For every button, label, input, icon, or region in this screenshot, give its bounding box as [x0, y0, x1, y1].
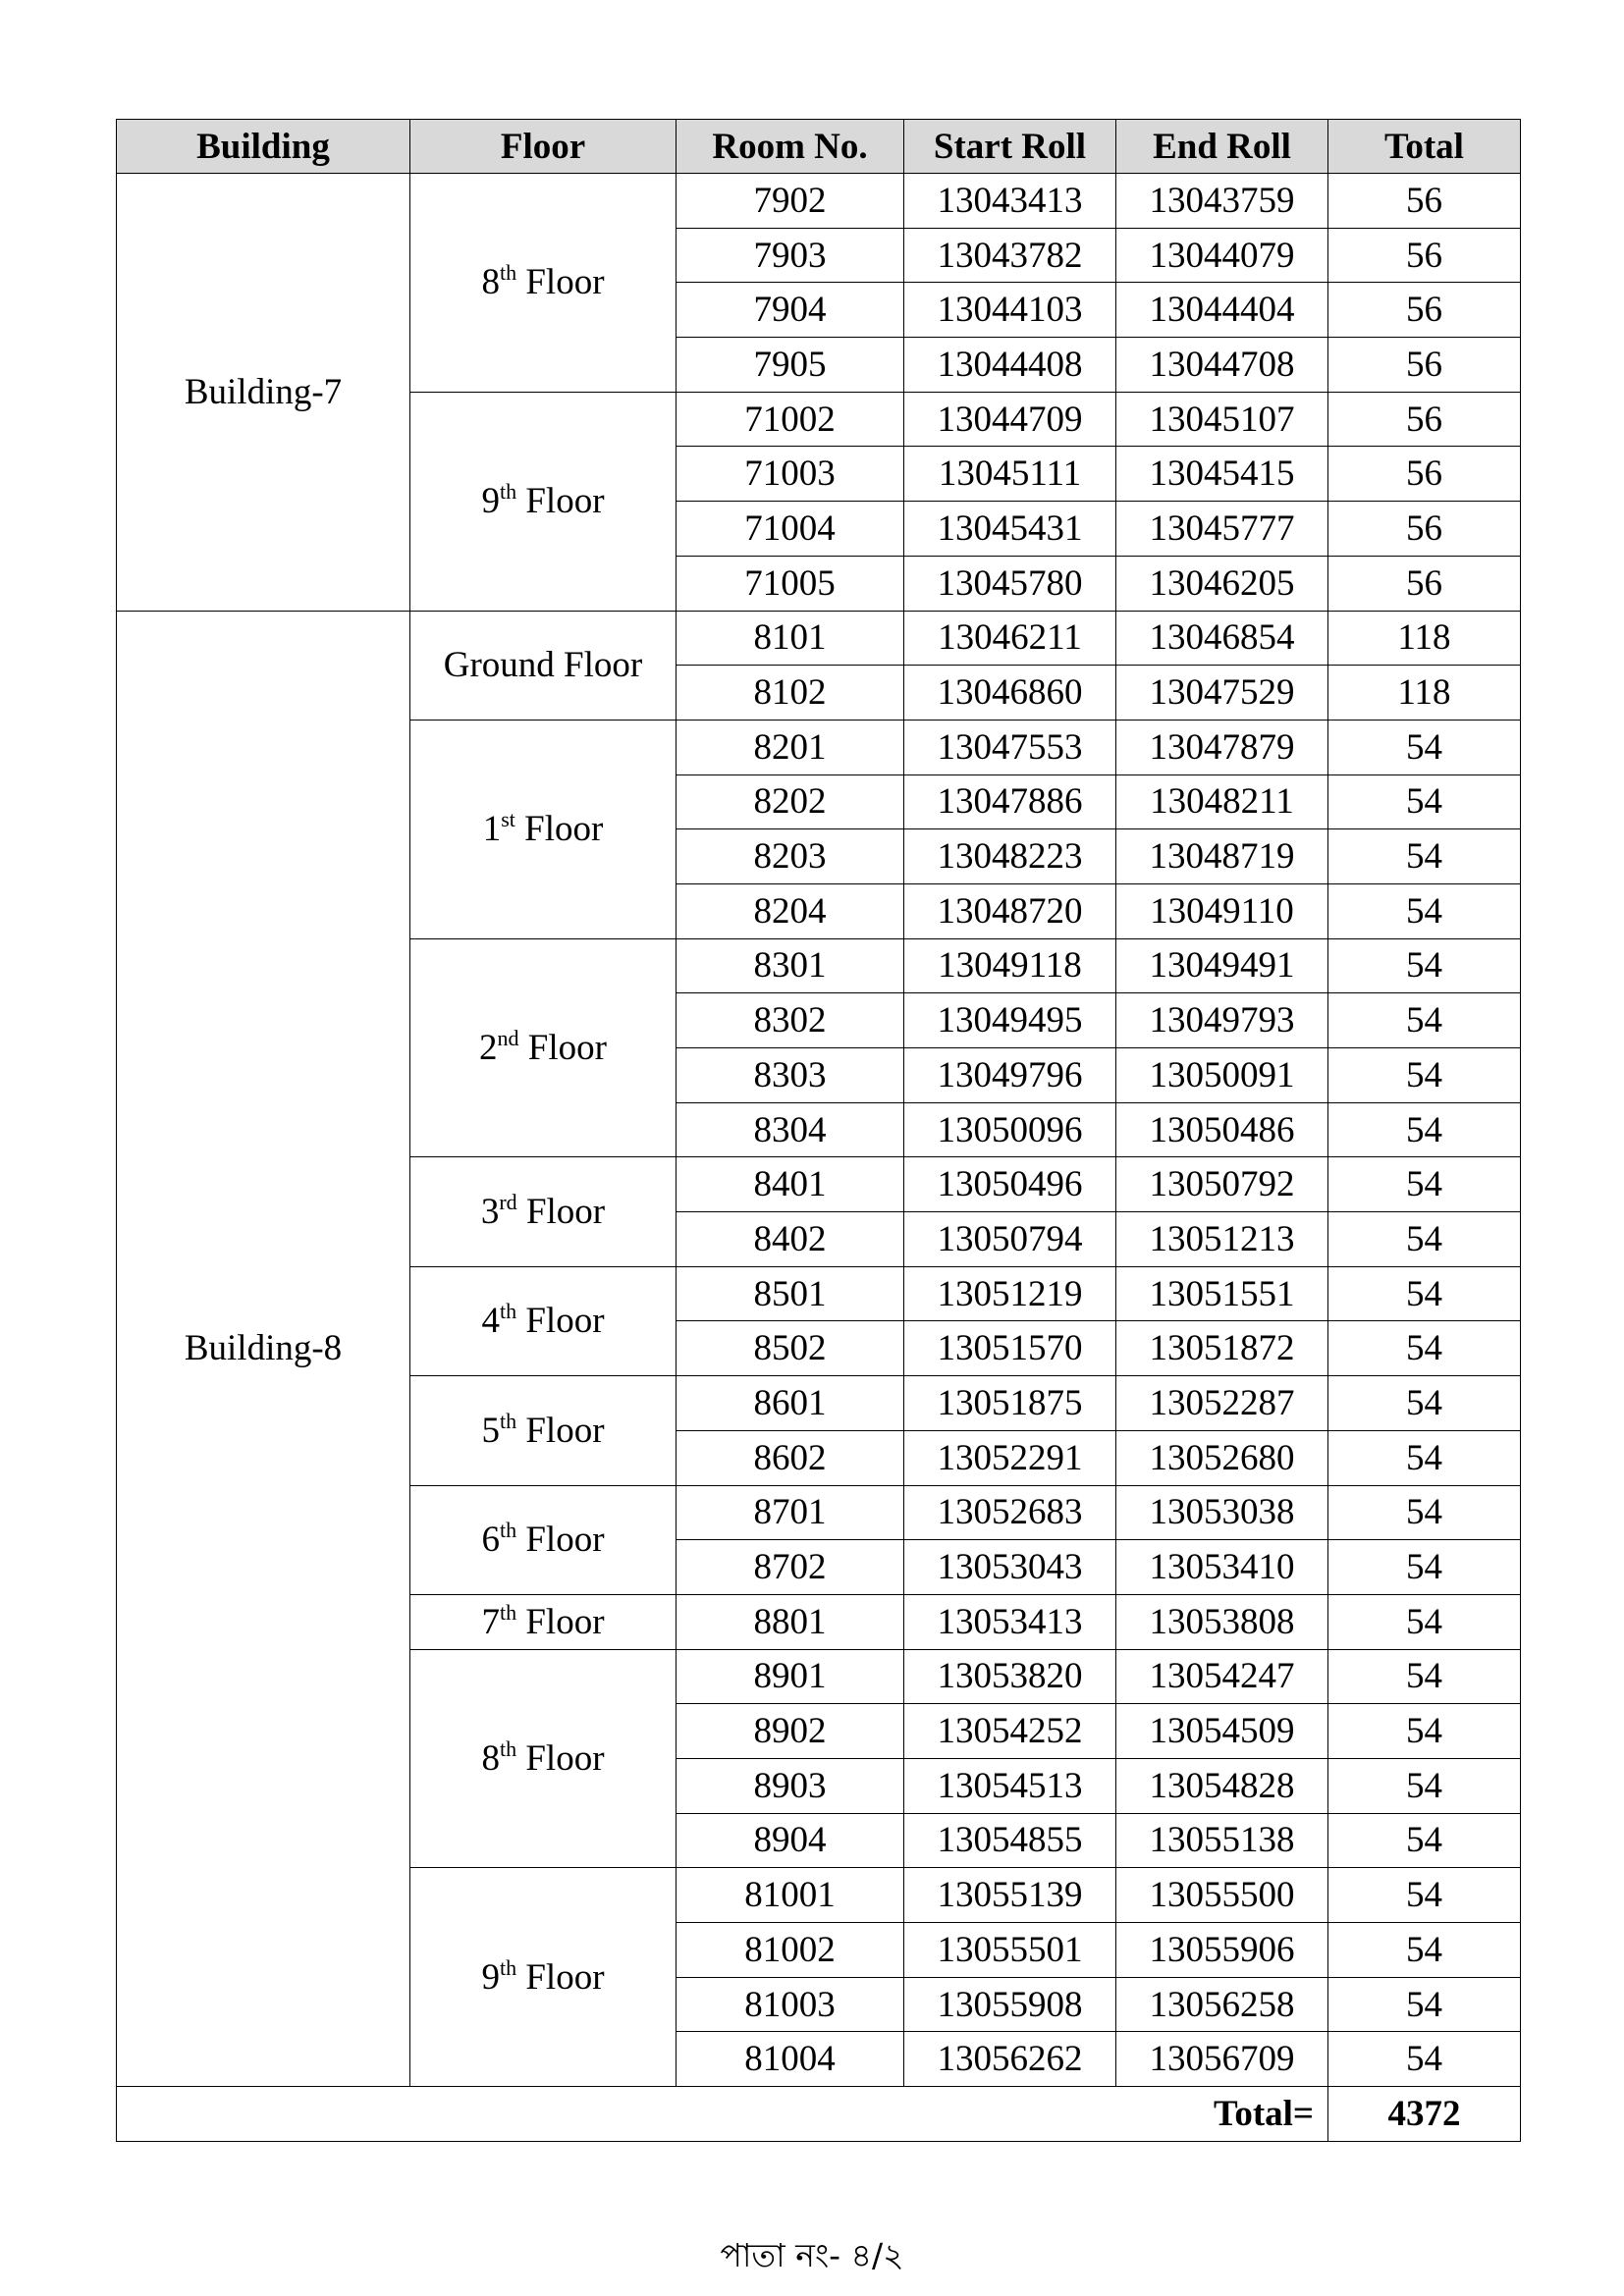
- total-cell: 54: [1328, 1102, 1521, 1157]
- room-no-cell: 71003: [677, 447, 904, 502]
- total-cell: 56: [1328, 502, 1521, 557]
- end-roll-cell: 13049491: [1116, 938, 1328, 993]
- start-roll-cell: 13044709: [904, 392, 1116, 447]
- room-no-cell: 8501: [677, 1266, 904, 1321]
- total-cell: 54: [1328, 1321, 1521, 1376]
- start-roll-cell: 13050794: [904, 1212, 1116, 1267]
- floor-word: Floor: [525, 1601, 605, 1642]
- end-roll-cell: 13054828: [1116, 1758, 1328, 1813]
- room-no-cell: 81001: [677, 1868, 904, 1923]
- start-roll-cell: 13045111: [904, 447, 1116, 502]
- end-roll-cell: 13050091: [1116, 1048, 1328, 1103]
- grand-total-row: [117, 2087, 1521, 2142]
- start-roll-cell: 13053043: [904, 1540, 1116, 1595]
- start-roll-cell: 13043782: [904, 228, 1116, 283]
- total-cell: 54: [1328, 1485, 1521, 1540]
- floor-cell: [410, 1868, 677, 2087]
- room-no-cell: 8702: [677, 1540, 904, 1595]
- total-cell: 54: [1328, 1048, 1521, 1103]
- start-roll-cell: 13051219: [904, 1266, 1116, 1321]
- floor-number: Ground: [443, 645, 555, 686]
- total-cell: 56: [1328, 338, 1521, 393]
- col-header-total: Total: [1328, 120, 1521, 174]
- floor-cell: [410, 1649, 677, 1868]
- room-no-cell: 8202: [677, 774, 904, 829]
- total-cell: 54: [1328, 1813, 1521, 1868]
- room-no-cell: 7903: [677, 228, 904, 283]
- total-cell: 54: [1328, 1376, 1521, 1431]
- floor-word: Floor: [525, 1956, 605, 1998]
- floor-number: 9: [481, 1956, 500, 1998]
- room-no-cell: 71002: [677, 392, 904, 447]
- floor-ordinal-suffix: th: [499, 1518, 517, 1543]
- room-no-cell: 71005: [677, 556, 904, 611]
- room-no-cell: 71004: [677, 502, 904, 557]
- room-no-cell: 8102: [677, 666, 904, 721]
- end-roll-cell: 13045107: [1116, 392, 1328, 447]
- floor-number: 1: [482, 809, 502, 850]
- floor-cell: [410, 1157, 677, 1266]
- end-roll-cell: 13051872: [1116, 1321, 1328, 1376]
- floor-cell: [410, 392, 677, 611]
- floor-ordinal-suffix: th: [499, 1408, 517, 1433]
- table-header: [117, 120, 1521, 174]
- total-cell: 54: [1328, 829, 1521, 884]
- total-cell: 54: [1328, 1868, 1521, 1923]
- end-roll-cell: 13047529: [1116, 666, 1328, 721]
- room-no-cell: 81003: [677, 1977, 904, 2032]
- floor-word: Floor: [525, 481, 605, 522]
- total-cell: 56: [1328, 174, 1521, 229]
- floor-number: 6: [481, 1520, 500, 1561]
- start-roll-cell: 13047886: [904, 774, 1116, 829]
- total-cell: 54: [1328, 1594, 1521, 1649]
- start-roll-cell: 13051875: [904, 1376, 1116, 1431]
- end-roll-cell: 13052680: [1116, 1430, 1328, 1485]
- end-roll-cell: 13051551: [1116, 1266, 1328, 1321]
- start-roll-cell: 13050096: [904, 1102, 1116, 1157]
- end-roll-cell: 13044404: [1116, 283, 1328, 338]
- room-no-cell: 81004: [677, 2032, 904, 2087]
- start-roll-cell: 13054513: [904, 1758, 1116, 1813]
- total-cell: 56: [1328, 283, 1521, 338]
- start-roll-cell: 13055908: [904, 1977, 1116, 2032]
- total-cell: 54: [1328, 1157, 1521, 1212]
- room-no-cell: 8201: [677, 720, 904, 774]
- total-cell: 54: [1328, 2032, 1521, 2087]
- floor-word: Floor: [525, 1737, 605, 1779]
- floor-ordinal-suffix: th: [499, 260, 517, 286]
- start-roll-cell: 13045780: [904, 556, 1116, 611]
- col-header-room-no: Room No.: [677, 120, 904, 174]
- floor-ordinal-suffix: th: [499, 1954, 517, 1980]
- room-no-cell: 8204: [677, 883, 904, 938]
- total-cell: 54: [1328, 1212, 1521, 1267]
- end-roll-cell: 13055906: [1116, 1923, 1328, 1978]
- floor-number: 4: [481, 1301, 500, 1342]
- start-roll-cell: 13043413: [904, 174, 1116, 229]
- floor-number: 5: [481, 1410, 500, 1451]
- room-no-cell: 8601: [677, 1376, 904, 1431]
- start-roll-cell: 13048720: [904, 883, 1116, 938]
- end-roll-cell: 13044079: [1116, 228, 1328, 283]
- total-cell: 56: [1328, 556, 1521, 611]
- room-no-cell: 8303: [677, 1048, 904, 1103]
- end-roll-cell: 13050486: [1116, 1102, 1328, 1157]
- total-cell: 118: [1328, 611, 1521, 666]
- end-roll-cell: 13048719: [1116, 829, 1328, 884]
- floor-ordinal-suffix: th: [499, 1599, 517, 1625]
- room-no-cell: 8701: [677, 1485, 904, 1540]
- grand-total-label: Total=: [117, 2087, 1328, 2142]
- end-roll-cell: 13056258: [1116, 1977, 1328, 2032]
- start-roll-cell: 13053413: [904, 1594, 1116, 1649]
- floor-word: Floor: [564, 645, 643, 686]
- floor-ordinal-suffix: th: [499, 1735, 517, 1761]
- end-roll-cell: 13043759: [1116, 174, 1328, 229]
- floor-number: 8: [481, 262, 500, 303]
- start-roll-cell: 13054855: [904, 1813, 1116, 1868]
- start-roll-cell: 13055501: [904, 1923, 1116, 1978]
- room-no-cell: 8602: [677, 1430, 904, 1485]
- start-roll-cell: 13046211: [904, 611, 1116, 666]
- col-header-building: Building: [117, 120, 410, 174]
- room-no-cell: 8502: [677, 1321, 904, 1376]
- room-no-cell: 8801: [677, 1594, 904, 1649]
- floor-number: 8: [481, 1737, 500, 1779]
- start-roll-cell: 13044103: [904, 283, 1116, 338]
- end-roll-cell: 13052287: [1116, 1376, 1328, 1431]
- start-roll-cell: 13049796: [904, 1048, 1116, 1103]
- room-no-cell: 7905: [677, 338, 904, 393]
- page-number: পাতা নং- ৪/২: [720, 2236, 904, 2274]
- room-no-cell: 8904: [677, 1813, 904, 1868]
- grand-total-value: 4372: [1328, 2087, 1521, 2142]
- total-cell: 54: [1328, 1704, 1521, 1759]
- floor-word: Floor: [525, 1410, 605, 1451]
- floor-cell: [410, 1266, 677, 1375]
- total-cell: 54: [1328, 1540, 1521, 1595]
- end-roll-cell: 13055138: [1116, 1813, 1328, 1868]
- start-roll-cell: 13048223: [904, 829, 1116, 884]
- start-roll-cell: 13054252: [904, 1704, 1116, 1759]
- floor-number: 2: [479, 1028, 498, 1068]
- room-no-cell: 8304: [677, 1102, 904, 1157]
- end-roll-cell: 13046854: [1116, 611, 1328, 666]
- total-cell: 54: [1328, 1758, 1521, 1813]
- floor-word: Floor: [525, 1192, 606, 1233]
- floor-ordinal-suffix: th: [499, 1299, 517, 1324]
- floor-ordinal-suffix: nd: [497, 1026, 519, 1050]
- end-roll-cell: 13056709: [1116, 2032, 1328, 2087]
- end-roll-cell: 13045777: [1116, 502, 1328, 557]
- building-cell: Building-8: [117, 611, 410, 2087]
- floor-number: 9: [481, 481, 500, 522]
- floor-word: Floor: [525, 1520, 605, 1561]
- start-roll-cell: 13045431: [904, 502, 1116, 557]
- start-roll-cell: 13049495: [904, 993, 1116, 1048]
- floor-word: Floor: [525, 262, 605, 303]
- room-no-cell: 8101: [677, 611, 904, 666]
- total-cell: 54: [1328, 1649, 1521, 1704]
- start-roll-cell: 13053820: [904, 1649, 1116, 1704]
- end-roll-cell: 13048211: [1116, 774, 1328, 829]
- floor-cell: [410, 938, 677, 1157]
- table-body: [117, 174, 1521, 2087]
- table-footer: [117, 2087, 1521, 2142]
- table-row: [117, 174, 1521, 229]
- room-no-cell: 7904: [677, 283, 904, 338]
- total-cell: 56: [1328, 447, 1521, 502]
- start-roll-cell: 13056262: [904, 2032, 1116, 2087]
- floor-cell: [410, 720, 677, 938]
- header-row: [117, 120, 1521, 174]
- total-cell: 54: [1328, 938, 1521, 993]
- col-header-start-roll: Start Roll: [904, 120, 1116, 174]
- end-roll-cell: 13053038: [1116, 1485, 1328, 1540]
- room-no-cell: 81002: [677, 1923, 904, 1978]
- col-header-end-roll: End Roll: [1116, 120, 1328, 174]
- room-no-cell: 8401: [677, 1157, 904, 1212]
- end-roll-cell: 13050792: [1116, 1157, 1328, 1212]
- end-roll-cell: 13051213: [1116, 1212, 1328, 1267]
- start-roll-cell: 13055139: [904, 1868, 1116, 1923]
- floor-ordinal-suffix: rd: [499, 1190, 517, 1215]
- end-roll-cell: 13054509: [1116, 1704, 1328, 1759]
- end-roll-cell: 13049110: [1116, 883, 1328, 938]
- total-cell: 118: [1328, 666, 1521, 721]
- end-roll-cell: 13055500: [1116, 1868, 1328, 1923]
- end-roll-cell: 13053410: [1116, 1540, 1328, 1595]
- start-roll-cell: 13049118: [904, 938, 1116, 993]
- end-roll-cell: 13054247: [1116, 1649, 1328, 1704]
- floor-number: 3: [480, 1192, 500, 1233]
- floor-number: 7: [481, 1601, 500, 1642]
- floor-ordinal-suffix: st: [501, 807, 515, 832]
- total-cell: 54: [1328, 993, 1521, 1048]
- room-no-cell: 7902: [677, 174, 904, 229]
- total-cell: 54: [1328, 720, 1521, 774]
- floor-word: Floor: [524, 809, 604, 850]
- floor-ordinal-suffix: th: [499, 479, 517, 505]
- start-roll-cell: 13047553: [904, 720, 1116, 774]
- end-roll-cell: 13044708: [1116, 338, 1328, 393]
- room-no-cell: 8901: [677, 1649, 904, 1704]
- floor-cell: [410, 174, 677, 393]
- room-no-cell: 8402: [677, 1212, 904, 1267]
- total-cell: 54: [1328, 1923, 1521, 1978]
- end-roll-cell: 13053808: [1116, 1594, 1328, 1649]
- total-cell: 56: [1328, 228, 1521, 283]
- total-cell: 54: [1328, 1430, 1521, 1485]
- col-header-floor: Floor: [410, 120, 677, 174]
- start-roll-cell: 13050496: [904, 1157, 1116, 1212]
- table-row: [117, 611, 1521, 666]
- total-cell: 54: [1328, 883, 1521, 938]
- room-no-cell: 8903: [677, 1758, 904, 1813]
- start-roll-cell: 13051570: [904, 1321, 1116, 1376]
- room-no-cell: 8902: [677, 1704, 904, 1759]
- end-roll-cell: 13046205: [1116, 556, 1328, 611]
- floor-cell: [410, 1485, 677, 1594]
- total-cell: 54: [1328, 1266, 1521, 1321]
- seat-plan-table: [116, 119, 1521, 2142]
- end-roll-cell: 13049793: [1116, 993, 1328, 1048]
- start-roll-cell: 13052683: [904, 1485, 1116, 1540]
- end-roll-cell: 13045415: [1116, 447, 1328, 502]
- total-cell: 54: [1328, 1977, 1521, 2032]
- start-roll-cell: 13052291: [904, 1430, 1116, 1485]
- floor-word: Floor: [525, 1301, 605, 1342]
- start-roll-cell: 13046860: [904, 666, 1116, 721]
- floor-cell: [410, 1376, 677, 1485]
- floor-word: Floor: [527, 1028, 607, 1068]
- end-roll-cell: 13047879: [1116, 720, 1328, 774]
- start-roll-cell: 13044408: [904, 338, 1116, 393]
- building-cell: Building-7: [117, 174, 410, 612]
- room-no-cell: 8203: [677, 829, 904, 884]
- total-cell: 54: [1328, 774, 1521, 829]
- room-no-cell: 8302: [677, 993, 904, 1048]
- total-cell: 56: [1328, 392, 1521, 447]
- room-no-cell: 8301: [677, 938, 904, 993]
- floor-cell: [410, 611, 677, 720]
- floor-cell: [410, 1594, 677, 1649]
